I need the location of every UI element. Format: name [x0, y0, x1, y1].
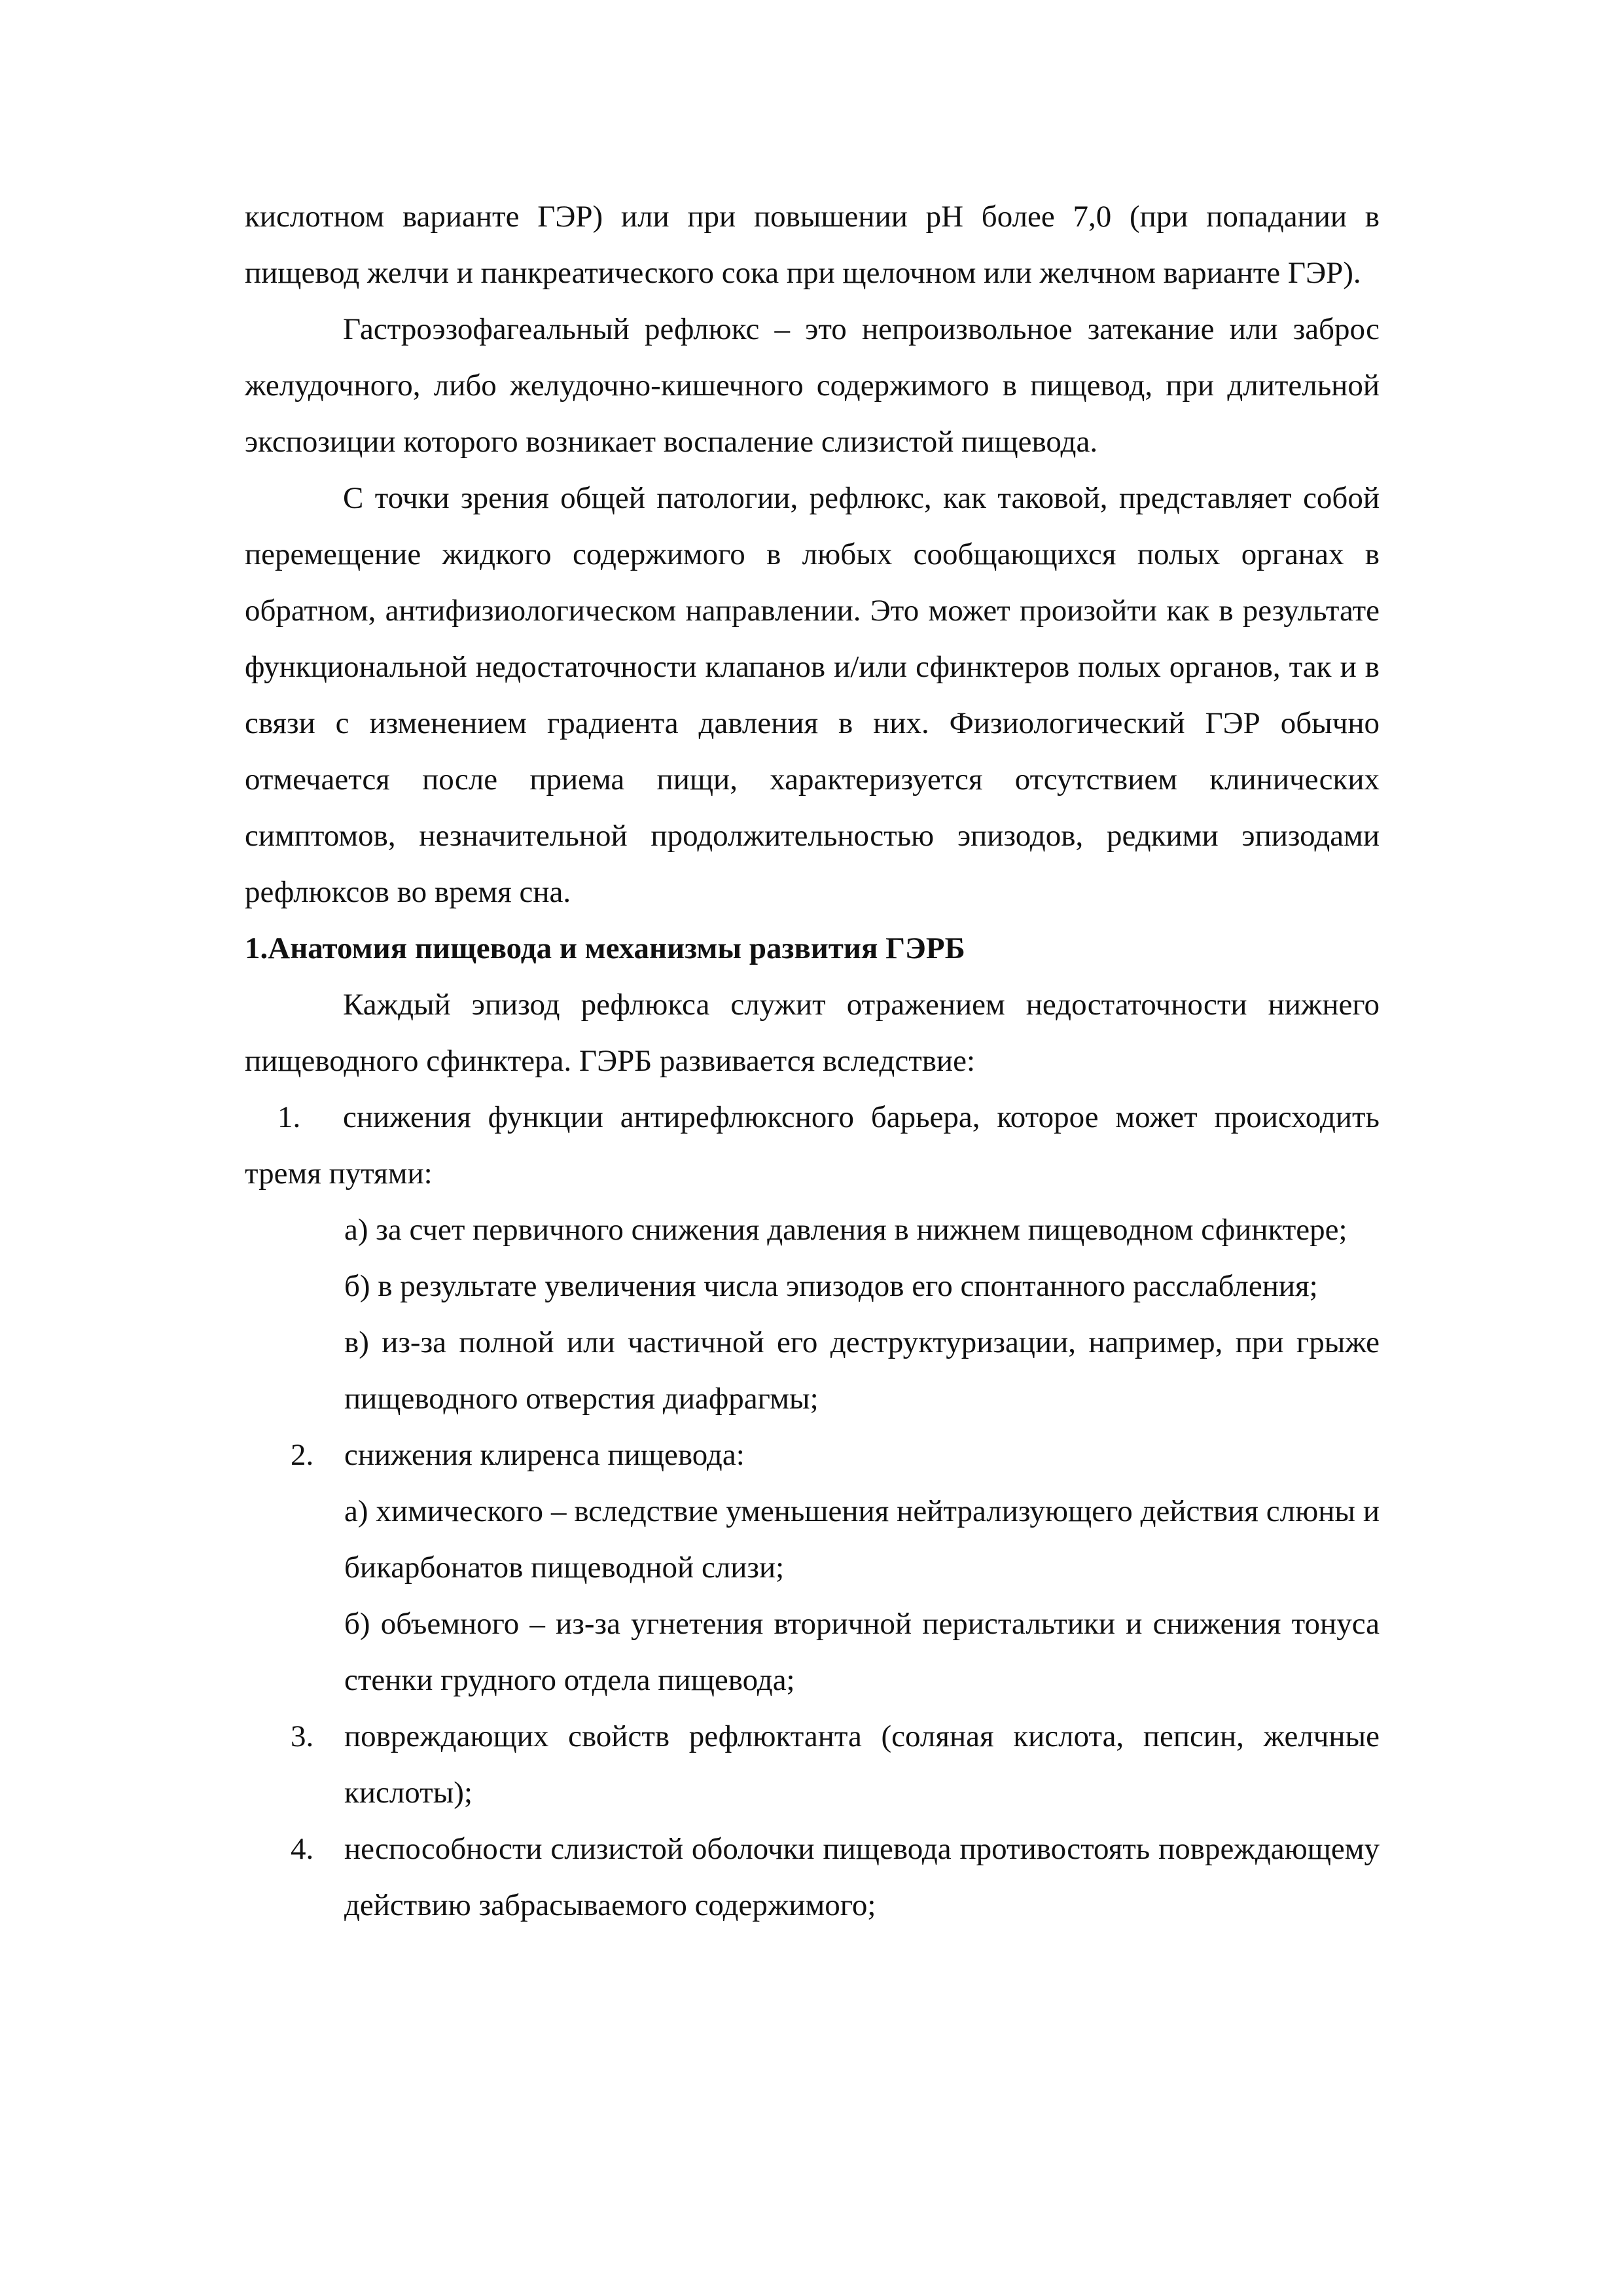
list-number-2: 2. — [291, 1438, 314, 1472]
list-number-3: 3. — [291, 1719, 314, 1753]
list-item-1-sub-c: в) из-за полной или частичной его деструктуризации, например, при грыже пищеводного отверстия диафрагмы; — [344, 1325, 1380, 1416]
list-item-4 — [245, 1821, 1380, 1933]
list-item-1-sub-a: а) за счет первичного снижения давления в нижнем пищеводном сфинктере; — [344, 1213, 1347, 1247]
paragraph-general-pathology: С точки зрения общей патологии, рефлюкс, как таковой, представляет собой перемещение жидкого содержимого в любых сообщающихся полых органах в обратном, антифизиологическом направлении. Это может произойти как в результате функциональной недостаточности клапанов и/или сфинктеров полых органов, так и в связи с изменением градиента давления в них. Физиологический ГЭР обычно отмечается после приема пищи, характеризуется отсутствием клинических симптомов, незначительной продолжительностью эпизодов, редкими эпизодами рефлюксов во время сна. — [245, 481, 1380, 909]
list-item-4-text: неспособности слизистой оболочки пищевода противостоять повреждающему действию забрасываемого содержимого; — [344, 1832, 1380, 1922]
document-page — [245, 188, 1380, 1933]
list-item-2-sub-a: а) химического – вследствие уменьшения нейтрализующего действия слюны и бикарбонатов пищеводной слизи; — [344, 1494, 1380, 1585]
list-item-2-text: снижения клиренса пищевода: — [344, 1438, 745, 1472]
list-item-2-sub-b: б) объемного – из-за угнетения вторичной перистальтики и снижения тонуса стенки грудного отдела пищевода; — [344, 1607, 1380, 1697]
list-item-1-text: снижения функции антирефлюксного барьера, которое может происходить тремя путями: — [245, 1100, 1380, 1191]
list-item-1 — [245, 1089, 1380, 1202]
list-item-3-text: повреждающих свойств рефлюктанта (соляная кислота, пепсин, желчные кислоты); — [344, 1719, 1380, 1810]
list-item-1-sub-b: б) в результате увеличения числа эпизодов его спонтанного расслабления; — [344, 1269, 1318, 1303]
paragraph-reflux-definition: Гастроэзофагеальный рефлюкс – это непроизвольное затекание или заброс желудочного, либо желудочно-кишечного содержимого в пищевод, при длительной экспозиции которого возникает воспаление слизистой пищевода. — [245, 312, 1380, 459]
paragraph-ph-continuation: кислотном варианте ГЭР) или при повышении pH более 7,0 (при попадании в пищевод желчи и панкреатического сока при щелочном или желчном варианте ГЭР). — [245, 200, 1380, 290]
list-item-3 — [245, 1708, 1380, 1821]
section-intro: Каждый эпизод рефлюкса служит отражением недостаточности нижнего пищеводного сфинктера. ГЭРБ развивается вследствие: — [245, 988, 1380, 1078]
section-heading: 1.Анатомия пищевода и механизмы развития ГЭРБ — [245, 931, 965, 965]
list-item-2 — [245, 1427, 1380, 1483]
list-number-1: 1. — [277, 1100, 301, 1134]
list-number-4: 4. — [291, 1832, 314, 1866]
